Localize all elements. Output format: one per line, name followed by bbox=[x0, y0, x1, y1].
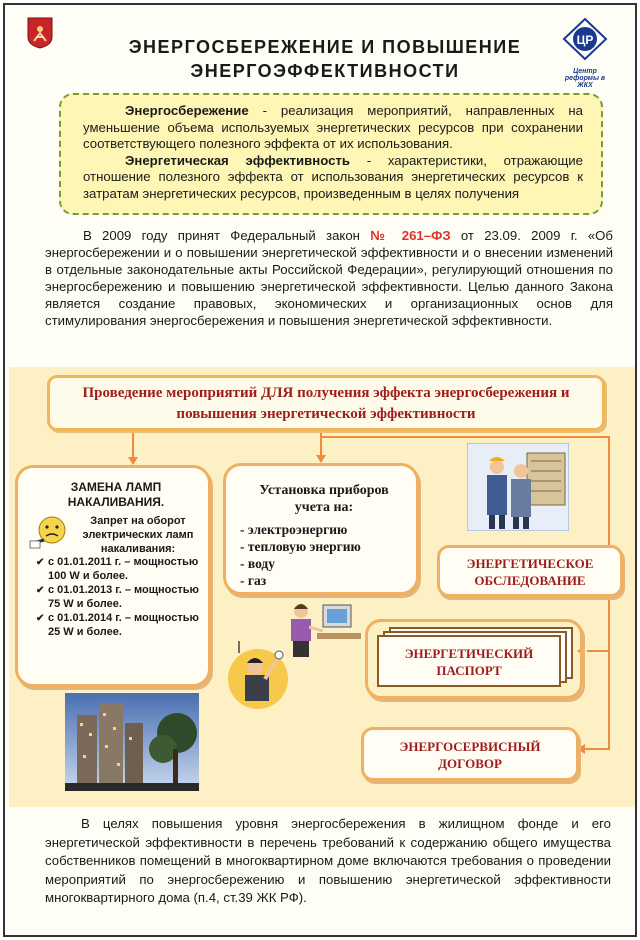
workers-illustration bbox=[467, 443, 569, 531]
term-efficiency: Энергетическая эффективность bbox=[125, 152, 350, 168]
law-paragraph bbox=[45, 227, 613, 329]
electrician-illustration bbox=[227, 639, 289, 711]
meters-list bbox=[240, 521, 361, 589]
definition-energy-saving bbox=[83, 103, 583, 153]
term-energy-saving: Энергосбережение bbox=[125, 103, 249, 118]
passport-line-2: ПАСПОРТ bbox=[436, 663, 502, 678]
list-item: ✔ с 01.01.2011 г. – мощностью 100 W и более. bbox=[36, 556, 199, 582]
banner-line-1: Проведение мероприятий ДЛЯ получения эффекта энергосбережения и bbox=[82, 385, 570, 401]
list-item: - электроэнергию bbox=[240, 522, 348, 537]
reform-center-logo bbox=[557, 17, 613, 89]
definition-energy-saving-text: - реализация мероприятий, направленных на уменьшение объема используемых энергетических ресурсов при сохранении соответствующего полезного эффекта от их использования. bbox=[83, 103, 583, 151]
smiley-pen-icon bbox=[28, 514, 68, 550]
city-buildings-photo bbox=[65, 693, 199, 791]
definition-efficiency-text: - характеристики, отражающие отношение полезного эффекта от использования энергетических ресурсов к затратам энергетических ресурсов, произведенным в целях получения bbox=[83, 152, 583, 201]
law-number: № 261–ФЗ bbox=[370, 228, 451, 243]
measures-diagram bbox=[9, 367, 635, 807]
poster bbox=[3, 3, 637, 937]
contract-line-1: ЭНЕРГОСЕРВИСНЫЙ bbox=[399, 739, 541, 754]
passport-line-1: ЭНЕРГЕТИЧЕСКИЙ bbox=[404, 646, 534, 661]
lamp-title-line-1: ЗАМЕНА ЛАМП bbox=[70, 480, 162, 494]
list-item: - воду bbox=[240, 556, 276, 571]
page-title bbox=[125, 35, 525, 83]
bottom-paragraph: В целях повышения уровня энергосбережения в жилищном фонде и его энергетической эффективности в перечень требований к содержанию общего имущества собственников помещений в многоквартирном доме включаются требования о проведении мероприятий по энергосбережению и повышению энергетической эффективности многоквартирного дома (п.4, ст.39 ЖК РФ). bbox=[45, 816, 611, 905]
meters-title-line-1: Установка приборов bbox=[259, 483, 389, 498]
law-text-before: В 2009 году принят Федеральный закон bbox=[83, 228, 371, 243]
office-worker-illustration bbox=[283, 597, 363, 659]
title-line-1: ЭНЕРГОСБЕРЕЖЕНИЕ И ПОВЫШЕНИЕ bbox=[128, 37, 522, 57]
lamp-ban-list bbox=[36, 556, 206, 640]
audit-line-1: ЭНЕРГЕТИЧЕСКОЕ bbox=[466, 556, 594, 571]
measures-banner bbox=[47, 375, 605, 431]
checkmark-icon: ✔ bbox=[36, 585, 45, 596]
moscow-crest-icon bbox=[27, 17, 53, 49]
list-item: ✔ с 01.01.2013 г. – мощностью 75 W и более. bbox=[36, 584, 199, 610]
list-item: ✔ с 01.01.2014 г. – мощностью 25 W и более. bbox=[36, 612, 199, 638]
title-line-2: ЭНЕРГОЭФФЕКТИВНОСТИ bbox=[190, 61, 460, 81]
meters-card-title bbox=[226, 482, 422, 516]
checkmark-icon: ✔ bbox=[36, 557, 45, 568]
checkmark-icon: ✔ bbox=[36, 613, 45, 624]
logo-letters: ЦР bbox=[576, 33, 594, 47]
meters-card bbox=[223, 463, 419, 595]
lamp-ban-subtitle: Запрет на оборот электрических ламп накаливания: bbox=[82, 515, 194, 555]
definitions-box bbox=[59, 93, 603, 215]
energy-service-contract-box bbox=[361, 727, 579, 781]
energy-audit-box bbox=[437, 545, 623, 597]
contract-line-2: ДОГОВОР bbox=[438, 756, 502, 771]
logo-caption: Центр реформы в ЖКХ bbox=[564, 68, 606, 89]
law-text-after: от 23.09. 2009 г. «Об энергосбережении и о повышении энергетической эффективности и о внесении изменений в отдельные законодательные акты Российской Федерации», регулирующий отношения по энергосбережению и повышению энергетической эффективности. Целью данного Закона является создание правовых, экономических и организационных основ для стимулирования энергосбережения и повышения энергетической эффективности. bbox=[45, 228, 613, 328]
lamp-replacement-card bbox=[15, 465, 211, 687]
meters-title-line-2: учета на: bbox=[294, 500, 354, 515]
audit-line-2: ОБСЛЕДОВАНИЕ bbox=[474, 573, 586, 588]
list-item: - тепловую энергию bbox=[240, 539, 361, 554]
list-item: - газ bbox=[240, 573, 267, 588]
energy-passport-box bbox=[377, 635, 561, 687]
lamp-card-title bbox=[18, 480, 214, 510]
definition-efficiency bbox=[83, 153, 583, 203]
banner-line-2: повышения энергетической эффективности bbox=[176, 406, 476, 422]
lamp-title-line-2: НАКАЛИВАНИЯ. bbox=[67, 495, 165, 509]
